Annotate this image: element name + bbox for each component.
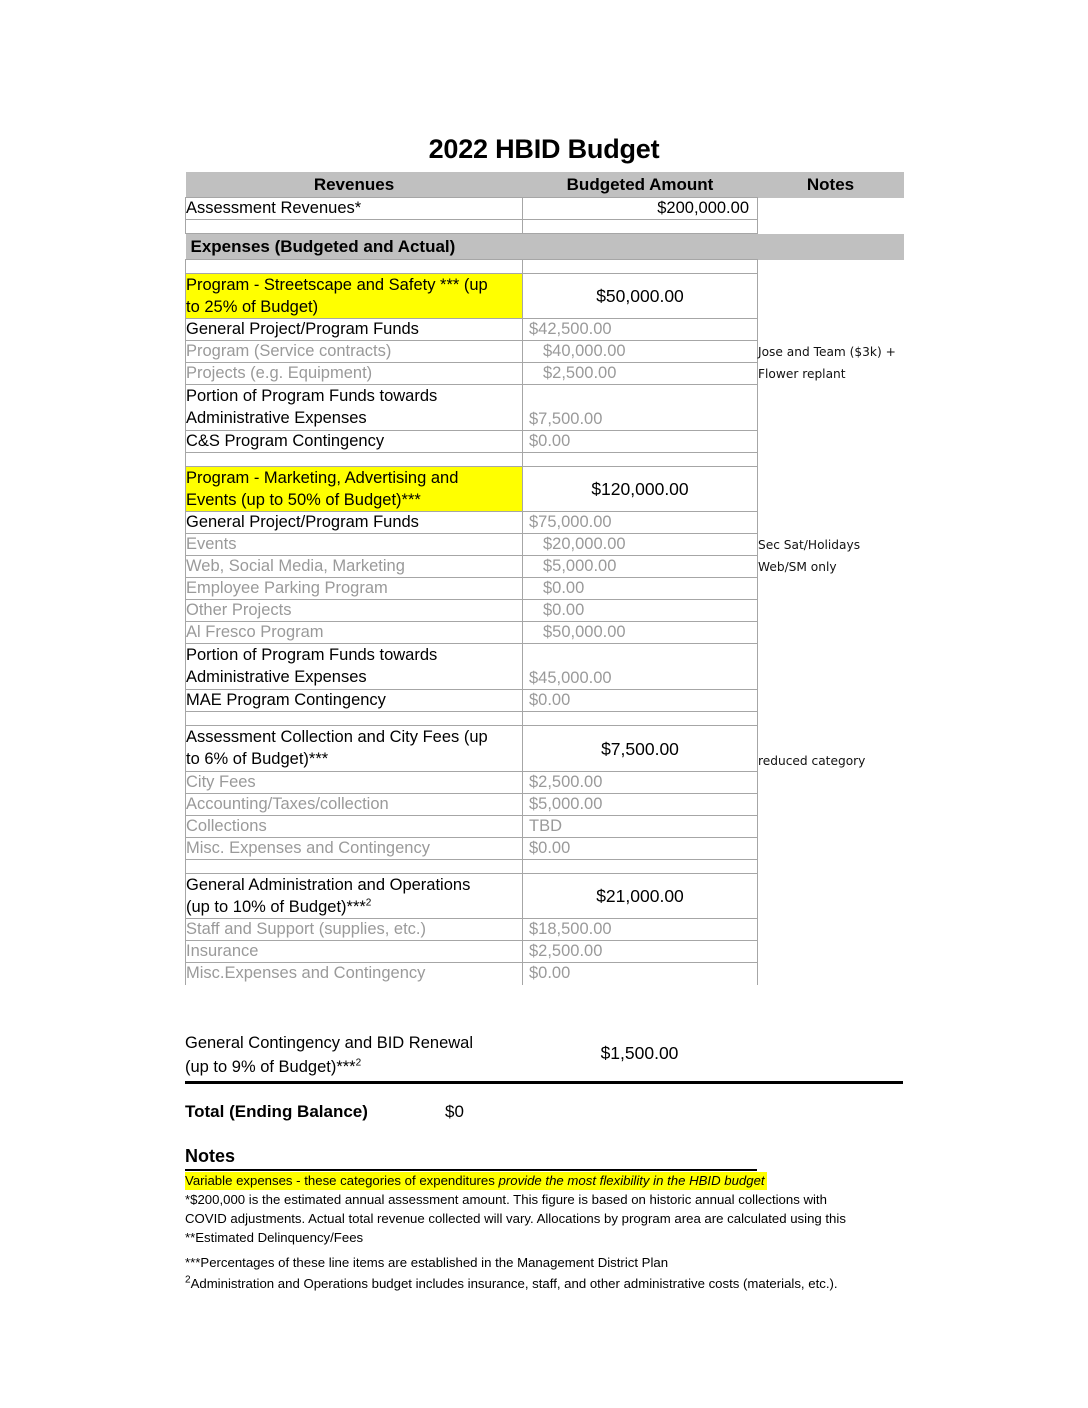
footnote-2-text: Administration and Operations budget includes insurance, staff, and other administrative costs (materials, etc.).	[190, 1276, 838, 1291]
section-header-row-streetscape	[186, 274, 904, 319]
row-amount: $42,500.00	[523, 319, 758, 341]
row-label: MAE Program Contingency	[186, 690, 523, 712]
row-note: Web/SM only	[758, 556, 904, 578]
row-label: Misc. Expenses and Contingency	[186, 838, 523, 860]
table-row-spacer	[186, 260, 904, 274]
section-amount: $7,500.00	[523, 726, 758, 772]
spacer-cell	[523, 860, 758, 874]
row-amount: $18,500.00	[523, 919, 758, 941]
row-amount: $0.00	[523, 578, 758, 600]
spacer-cell	[523, 712, 758, 726]
general-contingency-label-line1: General Contingency and BID Renewal	[185, 1034, 474, 1052]
row-label: General Project/Program Funds	[186, 319, 523, 341]
column-header-budgeted-amount: Budgeted Amount	[523, 172, 758, 198]
general-contingency-footnote-marker: 2	[355, 1057, 362, 1069]
table-row	[186, 772, 904, 794]
table-row	[186, 319, 904, 341]
table-row	[186, 941, 904, 963]
row-label: Misc.Expenses and Contingency	[186, 963, 523, 985]
spacer-cell	[758, 260, 904, 274]
row-amount: $2,500.00	[523, 941, 758, 963]
table-row	[186, 341, 904, 363]
general-contingency-label	[185, 1031, 515, 1079]
section-title-line1: General Administration and Operations	[186, 876, 471, 894]
budget-table	[185, 172, 904, 985]
section-title-line1: Program - Marketing, Advertising and	[186, 469, 459, 487]
row-amount: $200,000.00	[523, 198, 758, 220]
row-label: Other Projects	[186, 600, 523, 622]
note-highlighted-plain: Variable expenses - these categories of expenditures	[185, 1173, 499, 1188]
table-row	[186, 690, 904, 712]
row-note: Sec Sat/Holidays	[758, 534, 904, 556]
total-label: Total (Ending Balance)	[185, 1102, 368, 1121]
notes-heading-rule	[185, 1169, 757, 1171]
spacer-cell	[186, 712, 523, 726]
row-label: Employee Parking Program	[186, 578, 523, 600]
row-note	[758, 690, 904, 712]
row-note	[758, 816, 904, 838]
row-amount: $75,000.00	[523, 512, 758, 534]
row-label-line1: Portion of Program Funds towards	[186, 387, 438, 405]
table-row	[186, 512, 904, 534]
row-note	[758, 838, 904, 860]
spacer-cell	[523, 220, 758, 234]
column-header-notes: Notes	[758, 172, 904, 198]
section-header-row-general-admin	[186, 874, 904, 919]
row-label: General Project/Program Funds	[186, 512, 523, 534]
row-note	[758, 963, 904, 985]
row-amount: $0.00	[523, 963, 758, 985]
general-contingency-label-line2: (up to 9% of Budget)***	[185, 1058, 356, 1076]
spacer-cell	[758, 220, 904, 234]
section-note	[758, 274, 904, 319]
table-row-spacer	[186, 220, 904, 234]
row-amount: $5,000.00	[523, 794, 758, 816]
row-amount: TBD	[523, 816, 758, 838]
row-label: Projects (e.g. Equipment)	[186, 363, 523, 385]
spacer-cell	[186, 860, 523, 874]
row-amount: $20,000.00	[523, 534, 758, 556]
table-row	[186, 385, 904, 431]
table-row	[186, 600, 904, 622]
section-title-line1: Program - Streetscape and Safety *** (up	[186, 276, 488, 294]
table-row-spacer	[186, 712, 904, 726]
note-highlighted	[185, 1172, 767, 1190]
section-title	[186, 274, 523, 319]
section-amount: $21,000.00	[523, 874, 758, 919]
row-label: C&S Program Contingency	[186, 431, 523, 453]
table-row	[186, 838, 904, 860]
note-line-2: COVID adjustments. Actual total revenue collected will vary. Allocations by program area are calculated using this	[185, 1211, 846, 1226]
table-row	[186, 363, 904, 385]
spacer-cell	[758, 712, 904, 726]
row-amount: $40,000.00	[523, 341, 758, 363]
table-row	[186, 919, 904, 941]
row-note	[758, 772, 904, 794]
row-amount: $7,500.00	[523, 385, 758, 431]
section-title-footnote-marker: 2	[365, 897, 372, 909]
section-title	[186, 467, 523, 512]
row-note	[758, 644, 904, 690]
row-note	[758, 512, 904, 534]
row-amount: $0.00	[523, 431, 758, 453]
row-note: Jose and Team ($3k) +	[758, 341, 904, 363]
table-row	[186, 622, 904, 644]
table-row	[186, 534, 904, 556]
table-row	[186, 794, 904, 816]
section-title	[186, 874, 523, 919]
section-note	[758, 467, 904, 512]
table-row-assessment-revenues	[186, 198, 904, 220]
general-contingency-row	[185, 1031, 903, 1081]
row-note	[758, 919, 904, 941]
row-note	[758, 622, 904, 644]
spacer-cell	[758, 860, 904, 874]
row-label	[186, 385, 523, 431]
row-label: Web, Social Media, Marketing	[186, 556, 523, 578]
total-amount: $0	[445, 1102, 464, 1121]
row-amount: $2,500.00	[523, 772, 758, 794]
table-row-spacer	[186, 453, 904, 467]
section-title-line2: Events (up to 50% of Budget)***	[186, 491, 421, 509]
row-amount: $5,000.00	[523, 556, 758, 578]
row-note	[758, 319, 904, 341]
table-row-spacer	[186, 860, 904, 874]
row-label: Staff and Support (supplies, etc.)	[186, 919, 523, 941]
section-title-line1: Assessment Collection and City Fees (up	[186, 728, 488, 746]
spacer-cell	[186, 220, 523, 234]
general-contingency-amount: $1,500.00	[600, 1043, 679, 1063]
row-note	[758, 431, 904, 453]
total-separator-rule	[185, 1081, 903, 1084]
row-note	[758, 794, 904, 816]
section-band-label: Expenses (Budgeted and Actual)	[186, 234, 904, 260]
row-note: Flower replant	[758, 363, 904, 385]
spacer-cell	[523, 260, 758, 274]
row-label: Collections	[186, 816, 523, 838]
section-amount: $120,000.00	[523, 467, 758, 512]
row-note	[758, 198, 904, 220]
note-line-3: **Estimated Delinquency/Fees	[185, 1230, 364, 1245]
row-label: Al Fresco Program	[186, 622, 523, 644]
section-band-expenses	[186, 234, 904, 260]
spacer-cell	[758, 453, 904, 467]
row-amount: $45,000.00	[523, 644, 758, 690]
spacer-cell	[186, 260, 523, 274]
table-row	[186, 644, 904, 690]
page-title: 2022 HBID Budget	[428, 134, 660, 164]
table-row	[186, 578, 904, 600]
row-label: City Fees	[186, 772, 523, 794]
row-label: Program (Service contracts)	[186, 341, 523, 363]
note-highlighted-italic: provide the most flexibility in the HBID budget	[498, 1173, 765, 1188]
row-label: Events	[186, 534, 523, 556]
row-label-line1: Portion of Program Funds towards	[186, 646, 438, 664]
note-line-4: ***Percentages of these line items are established in the Management District Plan	[185, 1255, 669, 1270]
row-amount: $0.00	[523, 838, 758, 860]
row-note	[758, 578, 904, 600]
notes-heading: Notes	[185, 1146, 236, 1166]
spacer-cell	[523, 453, 758, 467]
section-title-line2: to 6% of Budget)***	[186, 750, 329, 768]
table-row	[186, 431, 904, 453]
row-label-line2: Administrative Expenses	[186, 668, 367, 686]
section-amount: $50,000.00	[523, 274, 758, 319]
column-header-revenues: Revenues	[186, 172, 523, 198]
section-note	[758, 874, 904, 919]
section-title-line2: (up to 10% of Budget)***	[186, 898, 366, 916]
note-line-1: *$200,000 is the estimated annual assessment amount. This figure is based on historic annual collections with	[185, 1192, 827, 1207]
row-label	[186, 644, 523, 690]
note-line-5	[185, 1275, 838, 1293]
table-row	[186, 556, 904, 578]
row-amount: $2,500.00	[523, 363, 758, 385]
row-label: Insurance	[186, 941, 523, 963]
section-header-row-marketing	[186, 467, 904, 512]
footnote-marker-2: 2	[185, 1274, 191, 1286]
section-header-row-assessment-collection	[186, 726, 904, 772]
row-amount: $50,000.00	[523, 622, 758, 644]
row-note	[758, 600, 904, 622]
section-note: reduced category	[758, 726, 904, 772]
row-note	[758, 941, 904, 963]
table-header-row	[186, 172, 904, 198]
row-label: Accounting/Taxes/collection	[186, 794, 523, 816]
spacer-cell	[186, 453, 523, 467]
section-title-line2: to 25% of Budget)	[186, 298, 319, 316]
row-amount: $0.00	[523, 690, 758, 712]
section-title	[186, 726, 523, 772]
row-label: Assessment Revenues*	[186, 198, 523, 220]
table-row	[186, 963, 904, 985]
table-row	[186, 816, 904, 838]
row-amount: $0.00	[523, 600, 758, 622]
row-note	[758, 385, 904, 431]
row-label-line2: Administrative Expenses	[186, 409, 367, 427]
